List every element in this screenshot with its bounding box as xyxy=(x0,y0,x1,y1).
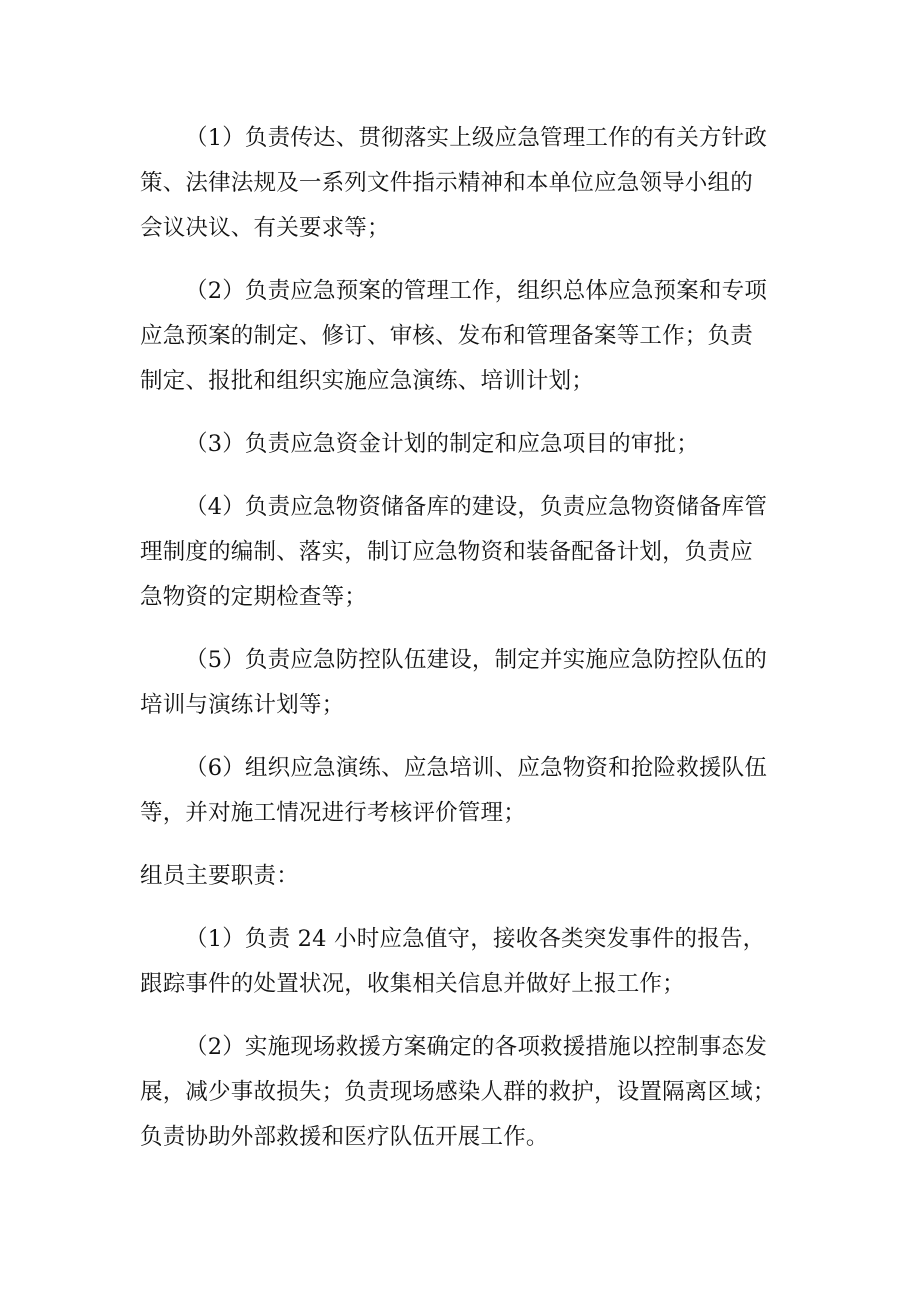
paragraph-duty-4 xyxy=(140,485,790,620)
paragraph-duty-5 xyxy=(140,638,790,728)
text-line: 组员主要职责： xyxy=(140,863,299,889)
text-line: 应急预案的制定、修订、审核、发布和管理备案等工作；负责 xyxy=(140,323,753,349)
paragraph-duty-3 xyxy=(140,422,790,467)
paragraph-member-duty-1 xyxy=(140,917,790,1007)
paragraph-duty-1 xyxy=(140,116,790,251)
text-line: （1）负责 24 小时应急值守，接收各类突发事件的报告， xyxy=(185,926,766,952)
paragraph-duty-2 xyxy=(140,269,790,404)
text-line: （3）负责应急资金计划的制定和应急项目的审批； xyxy=(185,431,699,457)
text-line: 会议决议、有关要求等； xyxy=(140,215,390,241)
text-line: 跟踪事件的处置状况，收集相关信息并做好上报工作； xyxy=(140,971,685,997)
section-heading-member-duties xyxy=(140,854,790,899)
document-body xyxy=(140,116,790,1178)
text-line: （4）负责应急物资储备库的建设，负责应急物资储备库管 xyxy=(185,494,768,520)
text-line: 展，减少事故损失；负责现场感染人群的救护，设置隔离区域； xyxy=(140,1079,776,1105)
text-line: 策、法律法规及一系列文件指示精神和本单位应急领导小组的 xyxy=(140,170,753,196)
text-line: （6）组织应急演练、应急培训、应急物资和抢险救援队伍 xyxy=(185,755,768,781)
text-line: （5）负责应急防控队伍建设，制定并实施应急防控队伍的 xyxy=(185,647,768,673)
text-line: （1）负责传达、贯彻落实上级应急管理工作的有关方针政 xyxy=(185,125,768,151)
text-line: 急物资的定期检查等； xyxy=(140,584,368,610)
text-line: 培训与演练计划等； xyxy=(140,692,345,718)
paragraph-member-duty-2 xyxy=(140,1025,790,1160)
text-line: 等，并对施工情况进行考核评价管理； xyxy=(140,800,526,826)
text-line: 理制度的编制、落实，制订应急物资和装备配备计划，负责应 xyxy=(140,539,753,565)
text-line: （2）实施现场救援方案确定的各项救援措施以控制事态发 xyxy=(185,1034,768,1060)
text-line: 负责协助外部救援和医疗队伍开展工作。 xyxy=(140,1124,549,1150)
text-line: （2）负责应急预案的管理工作，组织总体应急预案和专项 xyxy=(185,278,768,304)
text-line: 制定、报批和组织实施应急演练、培训计划； xyxy=(140,368,595,394)
paragraph-duty-6 xyxy=(140,746,790,836)
